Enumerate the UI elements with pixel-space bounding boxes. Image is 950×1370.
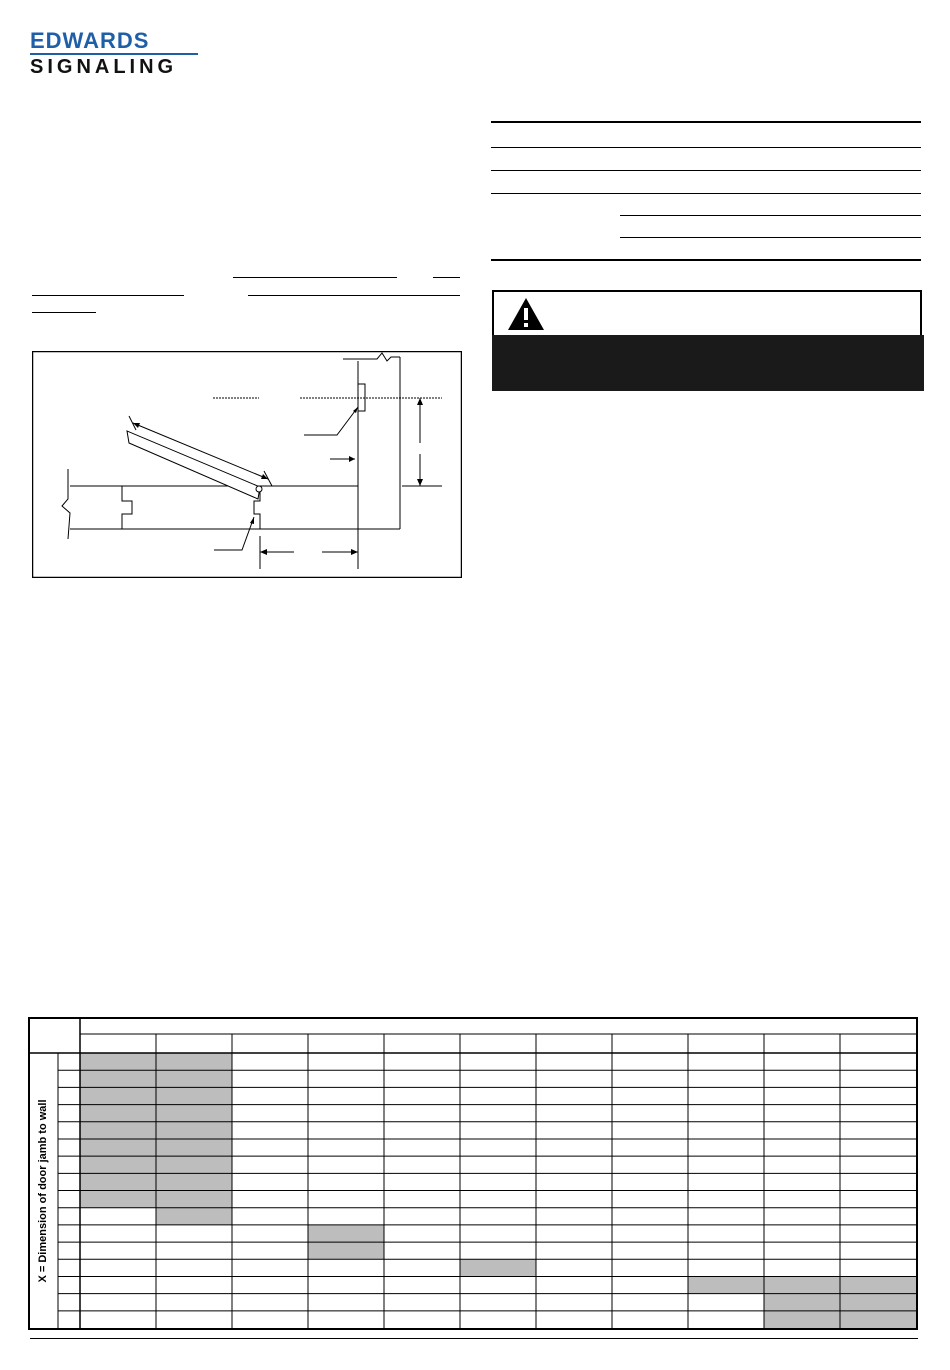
table-cell-shaded [764,1294,840,1311]
underline-5 [32,312,96,313]
table-cell-shaded [156,1191,232,1208]
underline-3 [32,295,184,296]
table-cell-shaded [156,1053,232,1070]
table-cell-shaded [308,1225,384,1242]
table-cell-shaded [156,1139,232,1156]
footer-rule [30,1338,918,1339]
mounting-dimension-table [28,1017,918,1330]
logo-underline [30,53,198,55]
table-grid [28,1017,918,1330]
table-cell-shaded [80,1173,156,1190]
spec-rule-3 [491,170,921,171]
table-side-label: X = Dimension of door jamb to wall [37,1099,49,1283]
table-cell-shaded [80,1139,156,1156]
table-cell-shaded [80,1105,156,1122]
spec-rule-1 [491,121,921,123]
table-cell-shaded [156,1173,232,1190]
table-cell-shaded [840,1294,916,1311]
table-cell-shaded [460,1259,536,1276]
spec-rule-7 [491,259,921,261]
spec-rule-2 [491,147,921,148]
installation-diagram [32,351,462,578]
underline-4 [248,295,460,296]
table-side-label-box [28,1053,58,1329]
table-cell-shaded [80,1070,156,1087]
table-cell-shaded [80,1122,156,1139]
table-cell-shaded [688,1276,764,1293]
table-cell-shaded [80,1191,156,1208]
table-cell-shaded [764,1276,840,1293]
table-cell-shaded [156,1087,232,1104]
edwards-signaling-logo [30,30,202,78]
spec-rule-6 [620,237,921,238]
table-cell-shaded [764,1311,840,1328]
table-cell-shaded [156,1156,232,1173]
table-cell-shaded [80,1156,156,1173]
table-cell-shaded [308,1242,384,1259]
table-cell-shaded [80,1053,156,1070]
warning-body-panel [492,335,924,391]
table-cell-shaded [156,1070,232,1087]
spec-rule-4 [491,193,921,194]
table-cell-shaded [80,1087,156,1104]
underline-1 [233,277,397,278]
table-cell-shaded [156,1208,232,1225]
logo-division-line: SIGNALING [30,56,178,78]
logo-brand-line: EDWARDS [30,28,150,53]
table-cell-shaded [840,1311,916,1328]
underline-2 [433,277,460,278]
spec-rule-5 [620,215,921,216]
table-cell-shaded [156,1122,232,1139]
table-cell-shaded [840,1276,916,1293]
table-cell-shaded [156,1105,232,1122]
warning-triangle-icon [506,296,546,332]
warning-header-box [492,290,922,335]
